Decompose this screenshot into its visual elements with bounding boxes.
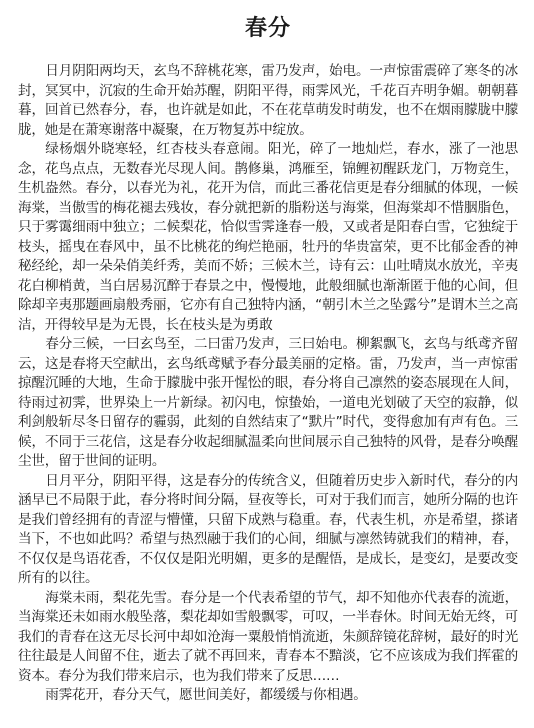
article-title: 春分 [244, 16, 291, 41]
paragraph-3: 春分三候，一曰玄鸟至，二曰雷乃发声，三曰始电。柳絮飘飞，玄鸟与纸鸢齐留云，这是春将天空献出，玄鸟纸鸢赋予春分最美丽的定格。雷，乃发声，当一声惊雷掠醒沉睡的大地，生命于朦胧中张开惺忪的眼，春分将自己凛然的姿态展现在人间，待雨过初霁，世界染上一片新绿。初闪电，惊蛰始，一道电光划破了天空的寂静，似利剑般斩尽冬日留存的霾弱，此刻的自然结束了“默片”时代，变得愈加有声有色。三候，不同于三花信，这是春分收起细腻温柔向世间展示自己独特的风骨，是春分唤醒尘世，留于世间的证明。 [18, 336, 518, 469]
article-body [18, 62, 518, 706]
paragraph-2: 绿杨烟外晓寒轻，红杏枝头春意闹。阳光，碎了一地灿烂，春水，涨了一池思念，花鸟点点，无数春光尽现人间。鹊修巢，鸿雁至，锦鲤初醒跃龙门，万物竞生，生机盎然。春分，以春光为礼，花开为信，而此三番花信更是春分细腻的体现，一候海棠，当傲雪的梅花褪去残妆，春分就把新的脂粉送与海棠，但海棠却不惜胭脂色，只于雾霭细雨中独立；二候梨花，恰似雪霁逢春一般，又或者是阳春白雪，它独绽于枝头，摇曳在春风中，虽不比桃花的绚烂艳丽，牡丹的华贵富荣，更不比郁金香的神秘经纶，却一朵朵俏美纤秀，美而不娇；三候木兰，诗有云：山吐晴岚水放光，辛夷花白柳梢黄，当白居易沉醉于春景之中，慢慢地，此般细腻也渐渐匿于他的心间，但除却辛夷那题画扇般秀丽，它亦有自己独特内涵，“朝引木兰之坠露兮”是谓木兰之高洁，开得较早是为无畏，长在枝头是为勇敢 [18, 141, 518, 333]
paragraph-1: 日月阴阳两均天，玄鸟不辞桃花寒，雷乃发声，始电。一声惊雷震碎了寒冬的冰封，冥冥中，沉寂的生命开始苏醒，阴阳平得，雨霁风光，千花百卉明争媚。朝朝暮暮，回首已然春分，春，也许就是如此，不在花草萌发时萌发，也不在烟雨朦胧中朦胧，她是在萧寒谢落中凝聚，在万物复苏中绽放。 [18, 63, 518, 138]
paragraph-4: 日月平分，阴阳平得，这是春分的传统含义，但随着历史步入新时代，春分的内涵早已不局限于此，春分将时间分隔，昼夜等长，可对于我们而言，她所分隔的也许是我们曾经拥有的青涩与懵懂，只留下成熟与稳重。春，代表生机，亦是希望，搽诸当下，不也如此吗？希望与热烈融于我们的心间，细腻与凛然铸就我们的精神，春，不仅仅是鸟语花香，不仅仅是阳光明媚，更多的是醒悟，是成长，是变幻，是要改变所有的以往。 [18, 472, 518, 586]
paragraph-5: 海棠未雨，梨花先雪。春分是一个代表希望的节气，却不知他亦代表春的流逝，当海棠还未如雨水般坠落，梨花却如雪般飘零，可叹，一半春休。时间无始无终，可我们的青春在这无尽长河中却如沧海一粟般悄悄流逝，朱颜辞镜花辞树，最好的时光往往最是人间留不住，逝去了就不再回来，青春本不黯淡，它不应该成为我们挥霍的资本。春分为我们带来启示，也为我们带来了反思…… [18, 589, 518, 684]
paragraph-6: 雨霁花开，春分天气，愿世间美好，都缓缓与你相遇。 [45, 687, 367, 703]
